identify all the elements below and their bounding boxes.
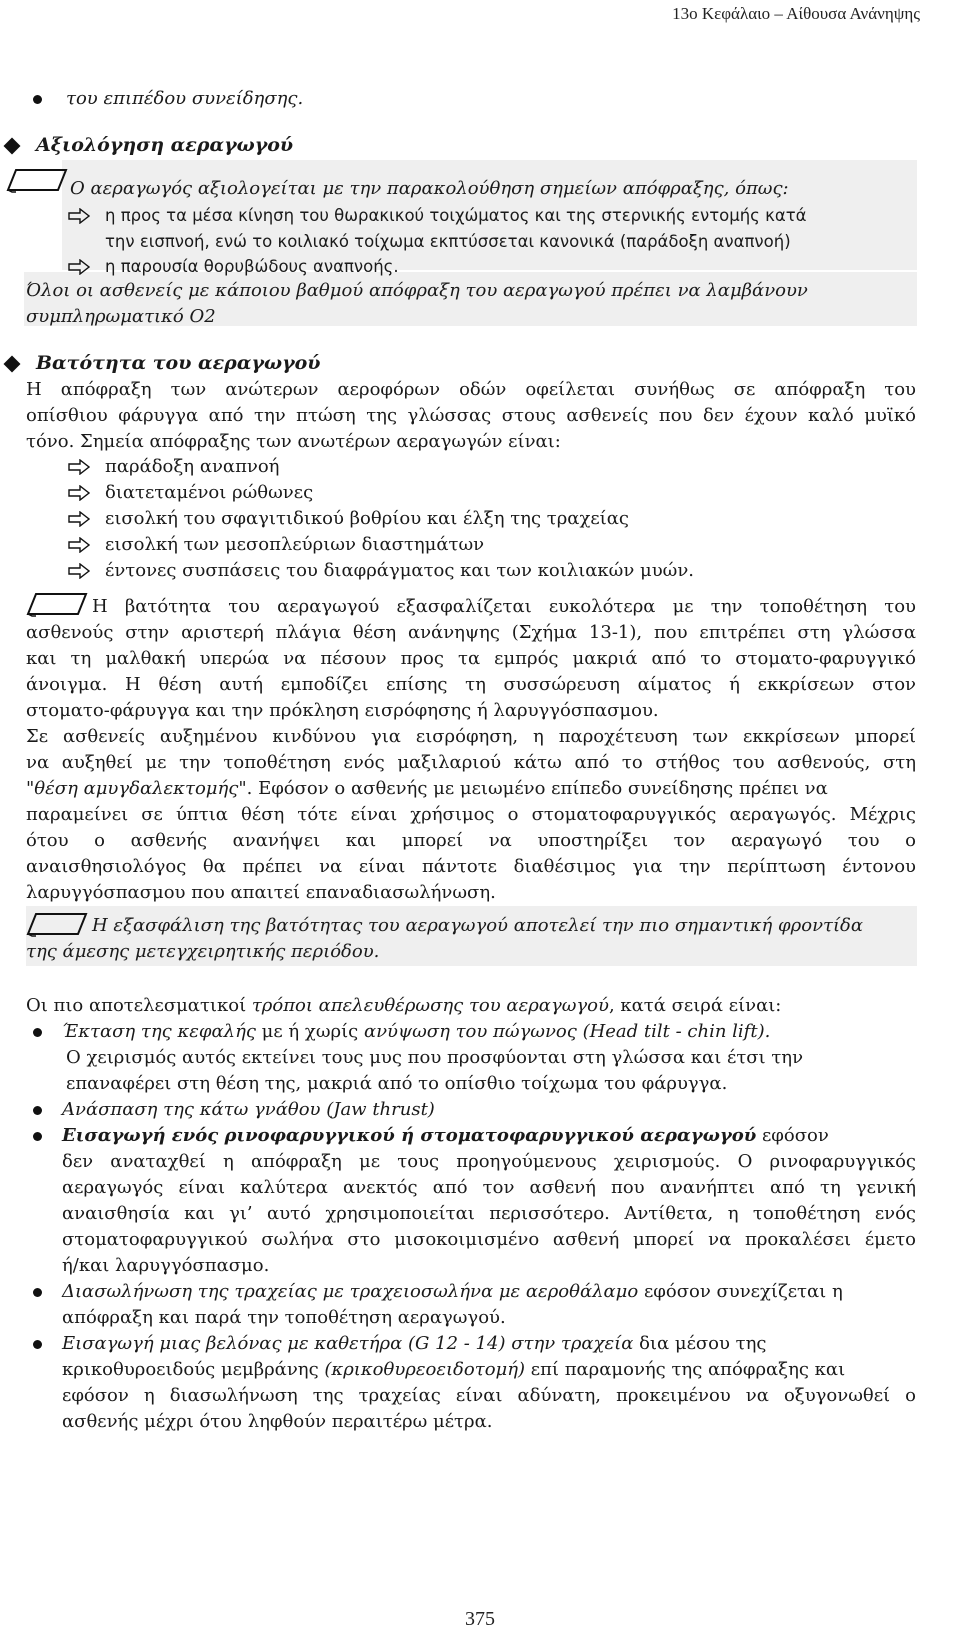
bullet-icon <box>33 1106 42 1115</box>
hollow-arrow-icon <box>68 485 90 501</box>
paragraph-line: Η βατότητα του αεραγωγού εξασφαλίζεται ευκολότερα με την τοποθέτηση του <box>92 596 916 617</box>
bullet-icon <box>33 1340 42 1349</box>
paragraph-line: τόνο. Σημεία απόφραξης των ανωτέρων αεραγωγών είναι: <box>26 431 561 452</box>
method-airway-insertion: Εισαγωγή ενός ρινοφαρυγγικού ή στοματοφαρυγγικού αεραγωγού εφόσον <box>62 1125 829 1146</box>
paragraph-line: δεν αναταχθεί η απόφραξη με τους προηγούμενους χειρισμούς. Ο ρινοφαρυγγικός <box>62 1151 916 1172</box>
diamond-bullet-icon <box>4 138 21 155</box>
oxygen-note: συμπληρωματικό Ο2 <box>26 306 216 327</box>
obstruction-sign: παράδοξη αναπνοή <box>105 456 280 477</box>
method-needle-cricothyroidotomy: Εισαγωγή μιας βελόνας με καθετήρα (G 12 - 14) στην τραχεία δια μέσου της <box>62 1333 767 1354</box>
key-note-text: της άμεσης μετεγχειρητικής περιόδου. <box>26 941 380 962</box>
method-jaw-thrust: Ανάσπαση της κάτω γνάθου (Jaw thrust) <box>62 1099 435 1120</box>
tonsillectomy-position-term: "θέση αμυγδαλεκτομής" <box>26 778 247 799</box>
hollow-arrow-icon <box>68 537 90 553</box>
paragraph-line: απόφραξη και παρά την τοποθέτηση αεραγωγού. <box>62 1307 506 1328</box>
assessment-sign-text: την εισπνοή, ενώ το κοιλιακό τοίχωμα εκπτύσσεται κανονικά (παράδοξη αναπνοή) <box>105 232 791 251</box>
assessment-intro: Ο αεραγωγός αξιολογείται με την παρακολούθηση σημείων απόφραξης, όπως: <box>70 178 789 199</box>
paragraph-line: ή/και λαρυγγόσπασμο. <box>62 1255 270 1276</box>
paragraph-line: αναισθησία και γι’ αυτό χρησιμοποιείται περισσότερο. Αντίθετα, η τοποθέτηση ενός <box>62 1203 916 1224</box>
key-note-text: Η εξασφάλιση της βατότητας του αεραγωγού αποτελεί την πιο σημαντική φροντίδα <box>92 915 864 936</box>
pencil-note-icon <box>26 908 88 938</box>
method-description: επαναφέρει στη θέση της, μακριά από το οπίσθιο τοίχωμα του φάρυγγα. <box>66 1073 728 1094</box>
paragraph-line: λαρυγγόσπασμου που απαιτεί επαναδιασωλήνωση. <box>26 882 496 903</box>
methods-intro: Οι πιο αποτελεσματικοί τρόποι απελευθέρωσης του αεραγωγού, κατά σειρά είναι: <box>26 995 782 1016</box>
bullet-icon <box>33 1028 42 1037</box>
paragraph-line: να αυξηθεί με την τοποθέτηση ενός μαξιλαριού κάτω από το στήθος του ασθενούς, στη <box>26 752 916 773</box>
paragraph-line: και τη μαλθακή υπερώα να πέσουν προς τα εμπρός μακριά από το στοματο-φαρυγγικό <box>26 648 916 669</box>
pencil-note-icon <box>26 588 88 618</box>
method-intubation: Διασωλήνωση της τραχείας με τραχειοσωλήνα με αεροθάλαμο εφόσον συνεχίζεται η <box>62 1281 843 1302</box>
paragraph-line: στοματοφαρυγγικού σωλήνα στο μισοκοιμισμένο ασθενή μπορεί να προκαλέσει έμετο <box>62 1229 916 1250</box>
bullet-icon <box>33 1132 42 1141</box>
page-number: 375 <box>465 1608 495 1630</box>
section-heading-airway-assessment: Αξιολόγηση αεραγωγού <box>36 134 294 156</box>
paragraph-line: εφόσον η διασωλήνωση της τραχείας είναι αδύνατη, προκειμένου να οξυγονωθεί ο <box>62 1385 916 1406</box>
section-heading-airway-patency: Βατότητα του αεραγωγού <box>36 352 321 374</box>
obstruction-sign: διατεταμένοι ρώθωνες <box>105 482 314 503</box>
hollow-arrow-icon <box>68 511 90 527</box>
diamond-bullet-icon <box>4 356 21 373</box>
paragraph-line: Σε ασθενείς αυξημένου κινδύνου για εισρόφηση, η παροχέτευση των εκκρίσεων μπορεί <box>26 726 916 747</box>
paragraph-line: ασθενής μέχρι ότου ληφθούν περαιτέρω μέτρα. <box>62 1411 493 1432</box>
running-header: 13ο Κεφάλαιο – Αίθουσα Ανάνηψης <box>672 4 920 23</box>
bullet-icon <box>33 95 42 104</box>
paragraph-line: παραμείνει σε ύπτια θέση τότε είναι χρήσιμος ο στοματοφαρυγγικός αεραγωγός. Μέχρις <box>26 804 916 825</box>
obstruction-sign: εισολκή των μεσοπλεύριων διαστημάτων <box>105 534 485 555</box>
method-head-tilt: Έκταση της κεφαλής με ή χωρίς ανύψωση του πώγωνος (Head tilt - chin lift). <box>62 1021 771 1042</box>
paragraph-line: στοματο-φάρυγγα και την πρόκληση εισρόφησης ή λαρυγγόσπασμου. <box>26 700 659 721</box>
paragraph-line: άνοιγμα. Η θέση αυτή εμποδίζει επίσης τη συσσώρευση αίματος ή εκκρίσεων στον <box>26 674 916 695</box>
paragraph-line: ασθενούς στην αριστερή πλάγια θέση ανάνηψης (Σχήμα 13-1), που επιτρέπει στη γλώσσα <box>26 622 916 643</box>
obstruction-sign: εισολκή του σφαγιτιδικού βοθρίου και έλξη της τραχείας <box>105 508 629 529</box>
paragraph-line: κρικοθυροειδούς μεμβράνης (κρικοθυρεοειδοτομή) επί παραμονής της απόφραξης και <box>62 1359 846 1380</box>
paragraph-line: ότου ο ασθενής ανανήψει και μπορεί να υποστηρίξει τον αεραγωγό του ο <box>26 830 916 851</box>
obstruction-sign: έντονες συσπάσεις του διαφράγματος και των κοιλιακών μυών. <box>105 560 694 581</box>
assessment-sign-text: η παρουσία θορυβώδους αναπνοής. <box>105 257 399 276</box>
paragraph-line: "θέση αμυγδαλεκτομής". Εφόσον ο ασθενής με μειωμένο επίπεδο συνείδησης πρέπει να <box>26 778 828 799</box>
paragraph-line: αεραγωγός είναι καλύτερα ανεκτός από τον ασθενή που ανανήπτει από τη γενική <box>62 1177 916 1198</box>
bullet-icon <box>33 1288 42 1297</box>
assessment-sign-text: η προς τα μέσα κίνηση του θωρακικού τοιχώματος και της στερνικής εντομής κατά <box>105 206 807 225</box>
pencil-note-icon <box>6 164 68 194</box>
oxygen-note: Όλοι οι ασθενείς με κάποιου βαθμού απόφραξη του αεραγωγού πρέπει να λαμβάνουν <box>26 280 808 301</box>
hollow-arrow-icon <box>68 459 90 475</box>
hollow-arrow-icon <box>68 208 90 224</box>
hollow-arrow-icon <box>68 259 90 275</box>
continued-bullet-text: του επιπέδου συνείδησης. <box>66 88 304 109</box>
hollow-arrow-icon <box>68 563 90 579</box>
paragraph-line: οπίσθιου φάρυγγα από την πτώση της γλώσσας στους ασθενείς που δεν έχουν καλό μυϊκό <box>26 405 916 426</box>
paragraph-line: Η απόφραξη των ανώτερων αεροφόρων οδών οφείλεται συνήθως σε απόφραξη του <box>26 379 916 400</box>
paragraph-line: αναισθησιολόγος θα πρέπει να είναι πάντοτε διαθέσιμος για την περίπτωση έντονου <box>26 856 916 877</box>
method-description: Ο χειρισμός αυτός εκτείνει τους μυς που προσφύονται στη γλώσσα και έτσι την <box>66 1047 804 1068</box>
